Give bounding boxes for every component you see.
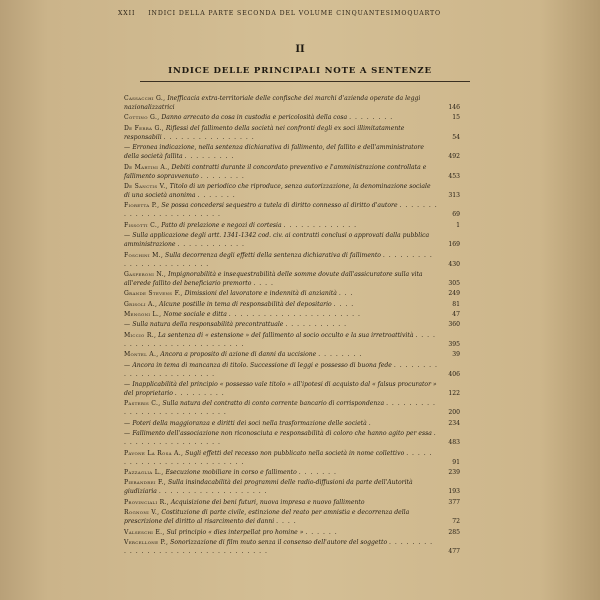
entry-leader-dots: . . . . . . [305, 528, 338, 536]
entry-leader-dots: . . . . . . . . . . . . . . . . . . . . . . . [228, 311, 361, 319]
entry-author: Miccio R., [124, 331, 157, 339]
index-entry [124, 538, 460, 556]
title-rule [140, 81, 470, 82]
entry-title: Sulla applicazione degli artt. 1341-1342 cod. civ. ai contratti conclusi o approvati dalla pubblica amministrazione [124, 232, 430, 249]
entry-text [124, 361, 460, 379]
entry-leader-dots: . . . . . . . . [349, 114, 394, 122]
entry-page-number: 305 [448, 279, 460, 287]
entry-text [124, 163, 460, 181]
entry-page-number: 69 [452, 211, 460, 219]
index-title: INDICE DELLE PRINCIPALI NOTE A SENTENZE [168, 66, 432, 76]
entry-page-number: 1 [456, 221, 460, 229]
entry-title: Impignorabilità e insequestrabilità delle somme dovute dall'assicuratore sulla vita all'erede fallito del beneficiario premorto [124, 270, 423, 287]
entry-page-number: 492 [448, 153, 460, 161]
entry-leader-dots: . . . . . . . . . . . . . . . . . . . . . . . . . . . . . . . . . [124, 538, 434, 555]
entry-title: Poteri della maggioranza e diritti dei soci nella trasformazione delle società [132, 419, 367, 427]
entry-title: Esecuzione mobiliare in corso e fallimento [165, 468, 297, 476]
page-number: XXII [118, 10, 136, 17]
index-entry [124, 478, 460, 496]
entry-author: — [124, 419, 131, 427]
index-entry [124, 251, 460, 269]
entry-title: Dimissioni del lavoratore e indennità di anzianità [184, 290, 337, 298]
index-entry [124, 289, 460, 298]
index-entry [124, 399, 460, 417]
entry-leader-dots: . . . . . . . . . . . . . . . . [163, 133, 255, 141]
entry-leader-dots: . . . . . . . [197, 191, 236, 199]
index-entry [124, 350, 460, 359]
entry-leader-dots: . . . . . . . . . . . . . [283, 221, 358, 229]
entry-text [124, 310, 460, 319]
entry-text [124, 320, 460, 329]
entry-leader-dots: . . . . . . . . . . . . . . . . . . . . . . . . . [124, 331, 436, 348]
index-entry [124, 331, 460, 349]
entry-page-number: 453 [448, 172, 460, 180]
index-entries [124, 94, 460, 557]
entry-text [124, 270, 460, 288]
entry-page-number: 193 [448, 488, 460, 496]
entry-text [124, 399, 460, 417]
entry-page-number: 477 [448, 547, 460, 555]
index-entry [124, 419, 460, 428]
entry-title: Fallimento dell'associazione non riconosciuta e responsabilità di coloro che hanno agito per essa [132, 430, 432, 438]
entry-text [124, 350, 460, 359]
entry-author: Fissotti C., [124, 221, 160, 229]
entry-title: Inefficacia extra-territoriale delle confische dei marchi d'azienda operate da leggi nazionalizzatrici [124, 95, 421, 111]
index-entry [124, 508, 460, 526]
entry-title: Inapplicabilità del principio « possesso vale titolo » all'ipotesi di acquisto dal « falsus procurator » del proprietario [124, 381, 437, 398]
entry-text [124, 429, 460, 447]
index-entry [124, 429, 460, 447]
entry-title: Erronea indicazione, nella sentenza dichiarativa di fallimento, del fallito e dell'amministratore della società fallita [124, 144, 424, 161]
entry-page-number: 122 [448, 390, 460, 398]
index-entry [124, 231, 460, 249]
entry-author: — [124, 232, 131, 240]
section-number: II [295, 44, 305, 55]
entry-author: Provinciali R., [124, 498, 169, 506]
index-entry [124, 528, 460, 537]
entry-title: Ancora in tema di mancanza di titolo. Successione di leggi e possesso di buona fede [132, 361, 392, 369]
entry-leader-dots: . . . . . . . . . . . . [177, 241, 245, 249]
entry-leader-dots: . . . [338, 290, 354, 298]
entry-title: Costituzione di parte civile, estinzione del reato per amnistia e decorrenza della prescrizione del diritto al risarcimento dei danni [124, 509, 410, 526]
entry-leader-dots: . . . . . . . . . . . . . . . . . . . . . . . . . . . [124, 400, 436, 417]
entry-author: — [124, 381, 131, 389]
entry-leader-dots: . . . . . . . . . . . . . . . . . . . . . . . . [124, 251, 433, 268]
index-entry [124, 201, 460, 219]
entry-page-number: 234 [448, 419, 460, 427]
entry-author: De Ferra G., [124, 124, 164, 132]
entry-title: Sulla insindacabilità dei programmi delle radio-diffusioni da parte dell'Autorità giudiziaria [124, 479, 413, 496]
entry-author: — [124, 430, 131, 438]
index-entry [124, 270, 460, 288]
entry-page-number: 430 [448, 260, 460, 268]
index-entry [124, 221, 460, 230]
entry-leader-dots: . . . . . . . . . . . [285, 321, 348, 329]
entry-text [124, 113, 460, 122]
entry-author: Montel A., [124, 351, 159, 359]
entry-text [124, 300, 460, 309]
entry-leader-dots: . . . . . . . . [318, 351, 363, 359]
index-entry [124, 361, 460, 379]
entry-page-number: 15 [452, 114, 460, 122]
entry-title: Acquisizione dei beni futuri, nuova impresa e nuovo fallimento [170, 498, 365, 506]
entry-author: Cottino G., [124, 114, 160, 122]
entry-page-number: 54 [452, 133, 460, 141]
entry-page-number: 169 [448, 241, 460, 249]
entry-text [124, 468, 460, 477]
entry-page-number: 239 [448, 468, 460, 476]
index-entry [124, 143, 460, 161]
entry-author: Foschini M., [124, 251, 164, 259]
entry-author: Mengoni L., [124, 311, 162, 319]
entry-page-number: 200 [448, 409, 460, 417]
entry-page-number: 377 [448, 498, 460, 506]
entry-text [124, 331, 460, 349]
entry-text [124, 508, 460, 526]
entry-author: Valseschi E., [124, 528, 165, 536]
entry-author: Pavone La Rosa A., [124, 449, 184, 457]
entry-leader-dots: . . . . [253, 279, 274, 287]
entry-title: Sul principio « dies interpellat pro homine » [166, 528, 304, 536]
entry-author: Grande Stevens F., [124, 290, 183, 298]
entry-title: La sentenza di « estensione » del fallimento al socio occulto e la sua irretroattività [158, 331, 414, 339]
entry-text [124, 201, 460, 219]
index-entry [124, 94, 460, 112]
index-entry [124, 300, 460, 309]
entry-title: Debiti contratti durante il concordato preventivo e l'amministrazione controllata e fallimento sopravvenuto [124, 163, 427, 180]
index-entry [124, 182, 460, 200]
entry-text [124, 143, 460, 161]
entry-page-number: 360 [448, 321, 460, 329]
entry-text [124, 221, 460, 230]
entry-page-number: 39 [452, 351, 460, 359]
entry-text [124, 498, 460, 507]
entry-title: Alcune postille in tema di responsabilità del depositario [159, 300, 332, 308]
entry-author: De Sanctis V., [124, 182, 168, 190]
entry-author: De Martini A., [124, 163, 170, 171]
entry-author: Pasteris C., [124, 400, 161, 408]
entry-author: — [124, 361, 131, 369]
entry-author: Grisoli A., [124, 300, 158, 308]
entry-title: Se possa concedersi sequestro a tutela di diritto connesso al diritto d'autore [161, 202, 398, 210]
entry-author: Fioretta P., [124, 202, 160, 210]
entry-title: Danno arrecato da cosa in custodia e pericolosità della cosa [161, 114, 348, 122]
index-entry [124, 124, 460, 142]
entry-page-number: 72 [452, 518, 460, 526]
entry-leader-dots: . . . . . . . . . . . . . . . . . . . . . . . . . . [124, 449, 433, 466]
entry-page-number: 483 [448, 439, 460, 447]
entry-text [124, 478, 460, 496]
index-entry [124, 163, 460, 181]
entry-text [124, 380, 460, 398]
entry-page-number: 47 [452, 311, 460, 319]
entry-title: Sugli effetti del recesso non pubblicato nella società in nome collettivo [185, 449, 405, 457]
entry-text [124, 289, 460, 298]
entry-page-number: 395 [448, 340, 460, 348]
entry-author: Pazzaglia L., [124, 468, 164, 476]
entry-leader-dots: . . . . . . . . . . . . . . . . . . . [158, 488, 268, 496]
entry-author: Pierandrei F., [124, 479, 167, 487]
entry-author: — [124, 144, 131, 152]
entry-text [124, 182, 460, 200]
entry-page-number: 406 [448, 370, 460, 378]
entry-page-number: 285 [448, 528, 460, 536]
entry-text [124, 528, 460, 537]
running-head [118, 10, 478, 17]
entry-title: Sulla natura della responsabilità precontrattuale [132, 321, 284, 329]
entry-leader-dots: . . . . . . . [298, 468, 337, 476]
entry-page-number: 249 [448, 290, 460, 298]
index-entry [124, 380, 460, 398]
entry-text [124, 251, 460, 269]
entry-leader-dots: . . . . [333, 300, 355, 308]
index-entry [124, 310, 460, 319]
index-entry [124, 449, 460, 467]
entry-leader-dots: . [368, 419, 372, 427]
entry-text [124, 231, 460, 249]
entry-author: — [124, 321, 131, 329]
entry-text [124, 419, 460, 428]
entry-author: Gasperoni N., [124, 270, 167, 278]
entry-title: Ancora a proposito di azione di danni da uccisione [160, 351, 317, 359]
entry-leader-dots: . . . . . . . . [200, 172, 245, 180]
entry-leader-dots: . . . . . . . . . [184, 153, 235, 161]
entry-text [124, 94, 460, 112]
index-entry [124, 498, 460, 507]
entry-leader-dots: . . . . . . . . . . . . . . . . . . . . . . . . [124, 202, 438, 219]
entry-leader-dots: . . . . [276, 518, 297, 526]
entry-text [124, 124, 460, 142]
entry-page-number: 313 [448, 191, 460, 199]
entry-text [124, 449, 460, 467]
index-entry [124, 468, 460, 477]
entry-title: Sulla decorrenza degli effetti della sentenza dichiarativa di fallimento [165, 251, 381, 259]
entry-title: Sonorizzazione di film muto senza il consenso dell'autore del soggetto [170, 538, 388, 546]
entry-leader-dots: . . . . . . . . . . . . . . . . . . . . . . . . [124, 361, 438, 378]
entry-page-number: 81 [452, 300, 460, 308]
entry-title: Sulla natura del contratto di conto corrente bancario di corrispondenza [162, 400, 385, 408]
entry-leader-dots: . . . . . . . . . [174, 390, 225, 398]
entry-title: Titolo di un periodico che riproduce, senza autorizzazione, la denominazione sociale di una società anonima [124, 182, 431, 199]
entry-title: Riflessi del fallimento della società nei confronti degli ex soci illimitatamente responsabili [124, 124, 405, 141]
entry-leader-dots: . . . . . . . . . . . . . . . . . . [124, 430, 437, 447]
entry-author: Rognoni V., [124, 509, 160, 517]
entry-text [124, 538, 460, 556]
index-entry [124, 113, 460, 122]
running-head-text: INDICI DELLA PARTE SECONDA DEL VOLUME CINQUANTESIMOQUARTO [148, 10, 442, 17]
entry-page-number: 91 [452, 458, 460, 466]
entry-author: Vercellone P., [124, 538, 169, 546]
index-entry [124, 320, 460, 329]
entry-title: Nome sociale e ditta [163, 311, 227, 319]
entry-title: Patto di prelazione e negozi di cortesia [161, 221, 282, 229]
entry-author: Cassacchi G., [124, 95, 166, 102]
entry-page-number: 146 [448, 104, 460, 111]
